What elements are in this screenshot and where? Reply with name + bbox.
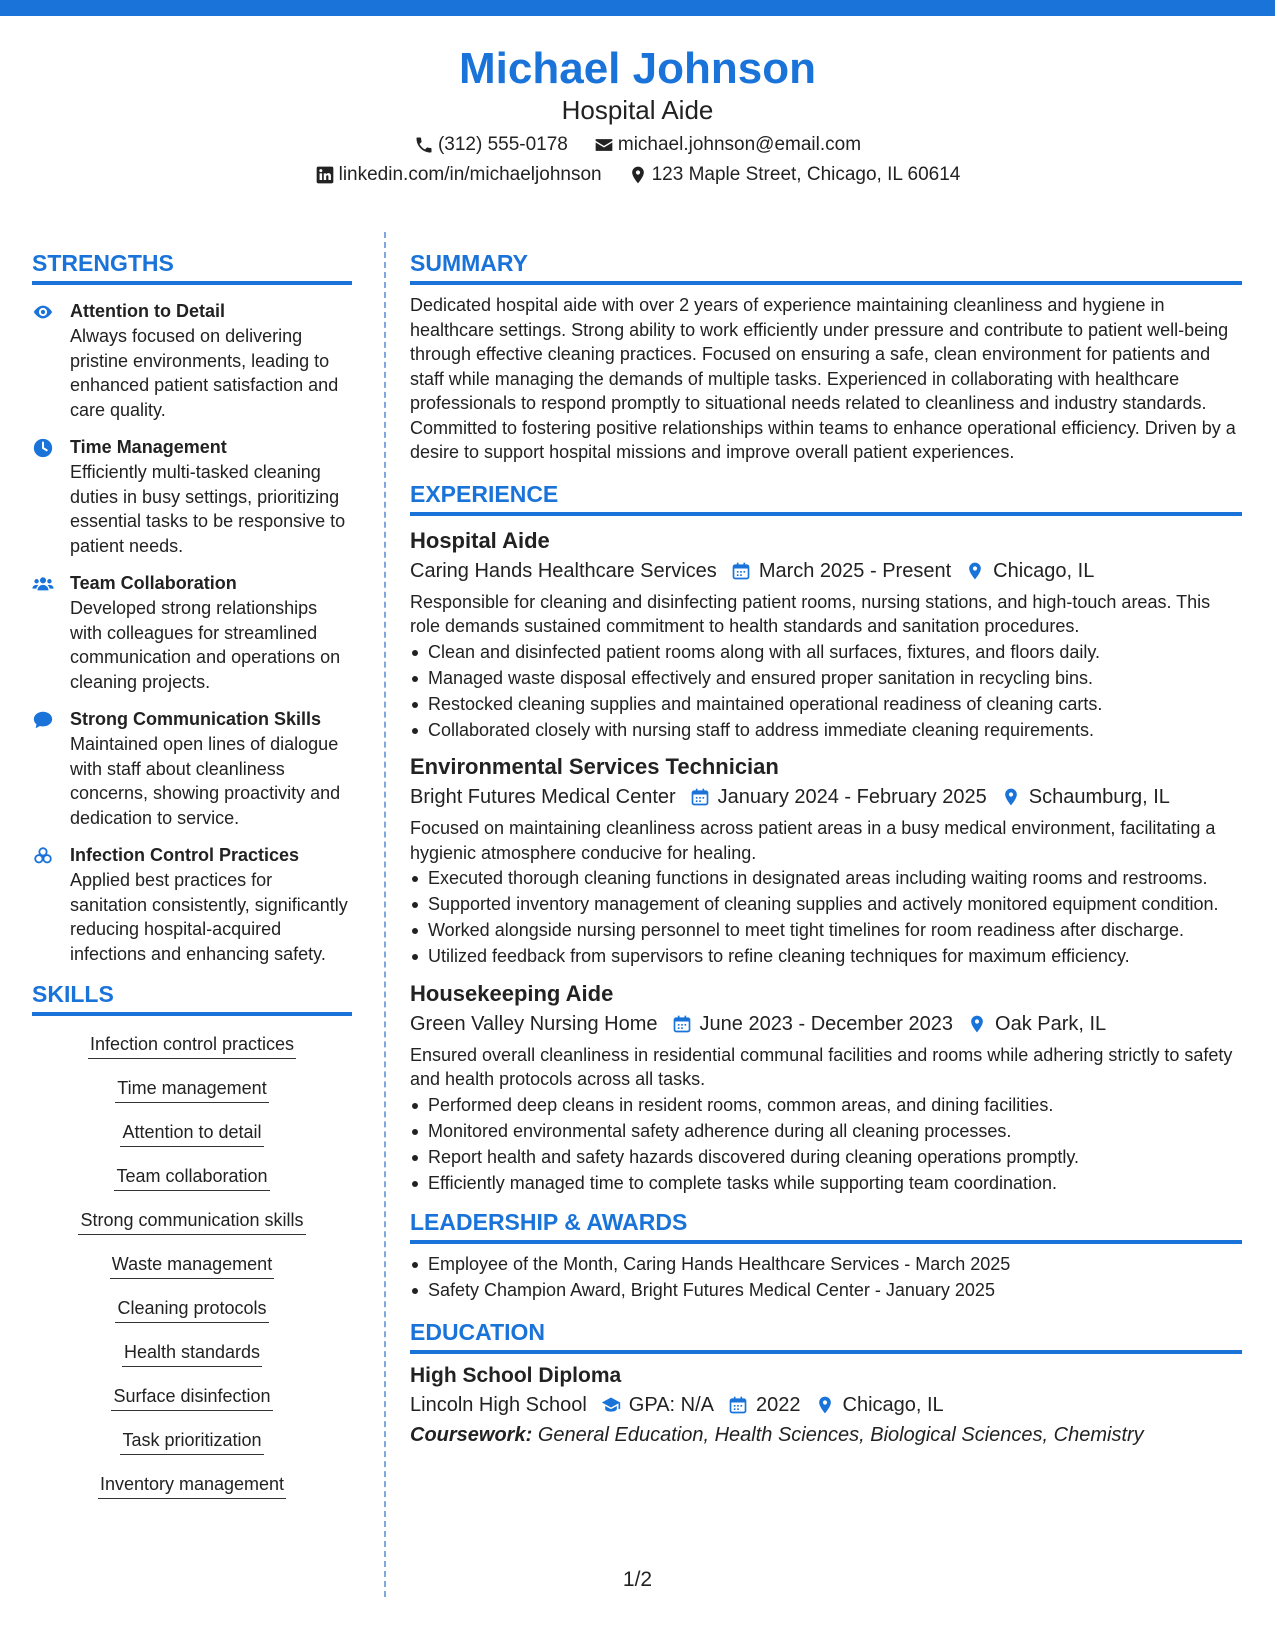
leadership-heading: LEADERSHIP & AWARDS [410,1207,1242,1244]
right-column [410,248,1242,1450]
calendar-icon [731,561,751,581]
strength-desc: Applied best practices for sanitation consistently, significantly reducing hospital-acquired infections and enhancing safety. [70,870,348,964]
award-item: Employee of the Month, Caring Hands Healthcare Services - March 2025 [410,1252,1242,1277]
job-location: Chicago, IL [993,559,1095,582]
skill-tag: Time management [115,1074,268,1103]
skills-list [32,1030,352,1514]
strength-title: Time Management [70,437,227,457]
school-name: Lincoln High School [410,1393,587,1416]
map-pin-icon [1001,787,1021,807]
eye-icon [32,301,54,323]
job-description: Focused on maintaining cleanliness across patient areas in a busy medical environment, facilitating a hygienic atmosphere conducive for healing. [410,818,1216,863]
resume-header [0,40,1275,190]
email-contact[interactable] [594,130,861,160]
job-entry [410,526,1242,743]
skill-tag: Waste management [110,1250,274,1279]
phone-contact[interactable] [414,130,568,160]
job-bullet: Report health and safety hazards discovered during cleaning operations promptly. [410,1145,1242,1170]
job-bullet: Efficiently managed time to complete tasks while supporting team coordination. [410,1171,1242,1196]
map-pin-icon [967,1014,987,1034]
skill-tag: Attention to detail [120,1118,263,1147]
linkedin-icon [315,165,335,185]
job-entry [410,979,1242,1196]
skill-tag: Cleaning protocols [115,1294,268,1323]
education-heading: EDUCATION [410,1317,1242,1354]
map-pin-icon [815,1395,835,1415]
coursework-label: Coursework: [410,1423,533,1446]
top-accent-bar [0,0,1275,16]
skills-heading: SKILLS [32,979,352,1016]
job-bullets [410,866,1242,969]
degree-title: High School Diploma [410,1363,622,1387]
job-dates: January 2024 - February 2025 [717,786,987,808]
strength-item [32,707,352,830]
skill-tag: Team collaboration [114,1162,269,1191]
coursework [410,1420,1242,1450]
job-title: Hospital Aide [410,527,550,553]
summary-text: Dedicated hospital aide with over 2 years of experience maintaining cleanliness and hygiene in healthcare settings. Strong ability to work efficiently under pressure and contribute to patient well-being through effective cleaning practices. Focused on ensuring a safe, clean environment for patients and staff while managing the demands of multiple tasks. Experienced in collaborating with healthcare professionals to respond promptly to situational needs related to cleanliness and industry standards. Committed to fostering positive relationships within teams to enhance operational efficiency. Driven by a desire to support hospital missions and improve overall patient experiences. [410,295,1236,462]
linkedin-text: linkedin.com/in/michaeljohnson [338,164,602,185]
users-icon [32,573,54,595]
calendar-icon [728,1395,748,1415]
email-text: michael.johnson@email.com [617,134,862,155]
strength-title: Attention to Detail [70,301,225,321]
strength-item [32,571,352,694]
award-item: Safety Champion Award, Bright Futures Medical Center - January 2025 [410,1278,1242,1303]
calendar-icon [672,1014,692,1034]
job-description: Responsible for cleaning and disinfecting patient rooms, nursing stations, and high-touch areas. This role demands sustained commitment to health standards and sanitation procedures. [410,591,1211,636]
map-pin-icon [965,561,985,581]
job-title: Environmental Services Technician [410,754,779,779]
job-meta [410,782,1242,812]
awards-list [410,1252,1242,1303]
left-column [32,248,352,1514]
strength-item [32,299,352,422]
candidate-title: Hospital Aide [561,95,714,125]
column-divider [384,232,386,1597]
chat-bubble-icon [32,709,54,731]
job-meta [410,556,1242,586]
education-meta [410,1390,1242,1420]
job-bullet: Supported inventory management of cleaning supplies and actively monitored equipment condition. [410,892,1242,917]
job-bullet: Restocked cleaning supplies and maintained operational readiness of cleaning carts. [410,692,1242,717]
summary-heading: SUMMARY [410,248,1242,285]
skill-tag: Health standards [122,1338,262,1367]
strength-desc: Efficiently multi-tasked cleaning duties in busy settings, prioritizing essential tasks to be responsive to patient needs. [70,462,346,556]
linkedin-contact[interactable] [315,160,602,190]
graduation-cap-icon [601,1395,621,1415]
job-bullet: Executed thorough cleaning functions in designated areas including waiting rooms and restrooms. [410,866,1242,891]
job-description: Ensured overall cleanliness in residential communal facilities and rooms while adhering strictly to safety and health protocols across all tasks. [410,1044,1233,1089]
job-bullet: Worked alongside nursing personnel to meet tight timelines for room readiness after discharge. [410,918,1242,943]
strength-item [32,435,352,558]
job-location: Oak Park, IL [995,1012,1107,1035]
calendar-icon [690,787,710,807]
phone-text: (312) 555-0178 [437,134,568,155]
job-meta [410,1009,1242,1039]
address-text: 123 Maple Street, Chicago, IL 60614 [651,164,961,185]
job-location: Schaumburg, IL [1028,786,1170,808]
page-number: 1/2 [622,1568,653,1591]
job-bullets [410,640,1242,743]
gpa-text: GPA: N/A [628,1393,714,1416]
strengths-list [32,299,352,966]
job-dates: March 2025 - Present [758,559,952,582]
job-bullet: Performed deep cleans in resident rooms, common areas, and dining facilities. [410,1093,1242,1118]
strength-item [32,843,352,966]
skill-tag: Inventory management [98,1470,286,1499]
job-bullet: Collaborated closely with nursing staff to address immediate cleaning requirements. [410,718,1242,743]
biohazard-icon [32,845,54,867]
strength-desc: Always focused on delivering pristine environments, leading to enhanced patient satisfaction and care quality. [70,326,339,420]
contact-line-1 [0,130,1275,160]
skill-tag: Task prioritization [120,1426,263,1455]
envelope-icon [594,135,614,155]
strength-title: Strong Communication Skills [70,709,322,729]
experience-heading: EXPERIENCE [410,479,1242,516]
job-entry [410,752,1242,969]
clock-icon [32,437,54,459]
skill-tag: Strong communication skills [78,1206,305,1235]
contact-line-2 [0,160,1275,190]
job-dates: June 2023 - December 2023 [699,1012,954,1035]
candidate-name: Michael Johnson [459,44,816,93]
job-bullet: Utilized feedback from supervisors to refine cleaning techniques for maximum efficiency. [410,944,1242,969]
job-bullet: Managed waste disposal effectively and ensured proper sanitation in recycling bins. [410,666,1242,691]
strength-title: Team Collaboration [70,573,237,593]
skill-tag: Surface disinfection [111,1382,272,1411]
job-company: Caring Hands Healthcare Services [410,559,717,582]
graduation-year: 2022 [756,1393,801,1416]
strength-desc: Developed strong relationships with colleagues for streamlined communication and operations on cleaning projects. [70,598,341,692]
skill-tag: Infection control practices [88,1030,296,1059]
job-title: Housekeeping Aide [410,980,614,1006]
job-bullet: Clean and disinfected patient rooms along with all surfaces, fixtures, and floors daily. [410,640,1242,665]
phone-icon [414,135,434,155]
job-company: Green Valley Nursing Home [410,1012,658,1035]
school-location: Chicago, IL [842,1393,944,1416]
coursework-text: General Education, Health Sciences, Biological Sciences, Chemistry [537,1423,1144,1446]
map-pin-icon [628,165,648,185]
job-bullet: Monitored environmental safety adherence during all cleaning processes. [410,1119,1242,1144]
strength-desc: Maintained open lines of dialogue with staff about cleanliness concerns, showing proactivity and dedication to service. [70,734,341,828]
strength-title: Infection Control Practices [70,845,300,865]
job-company: Bright Futures Medical Center [410,786,676,808]
job-bullets [410,1093,1242,1196]
address-contact [628,160,961,190]
strengths-heading: STRENGTHS [32,248,352,285]
